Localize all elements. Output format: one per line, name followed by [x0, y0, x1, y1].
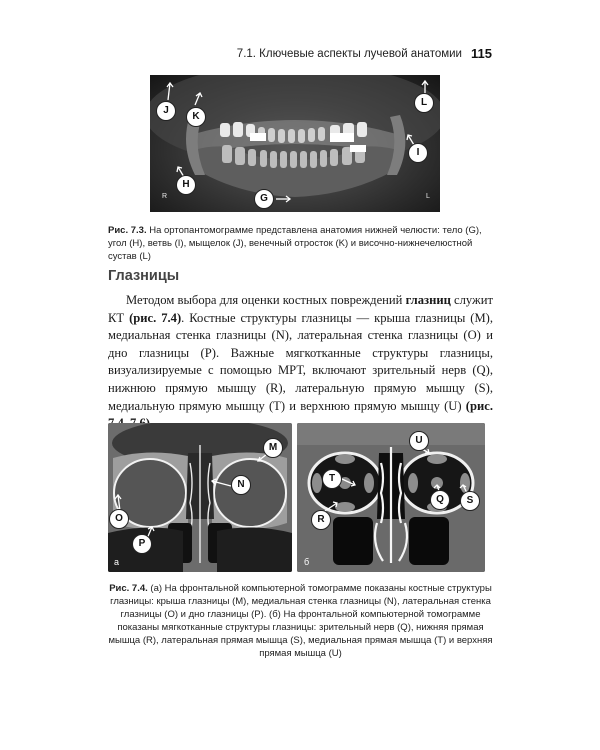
figure-7-4-caption-text: (а) На фронтальной компьютерной томограмме показаны костные структуры глазницы: крыша глазницы (M), медиальная стенка глазницы (N), латеральная стенка глазницы (O) и дно глазницы (P). (б) На фронтальной компьютерной томограмме показаны мягкотканные структуры глазницы: зрительный нерв (Q), нижняя прямая мышца (R), латеральная прямая мышца (S), медиальная прямая мышца (T) и верхняя прямая мышца (U): [108, 583, 493, 659]
paragraph-text-2: служит КТ: [108, 293, 493, 325]
ct-panel-a: [108, 423, 292, 572]
paragraph-bold-1: глазниц: [405, 293, 451, 307]
label-q: Q: [430, 490, 450, 510]
label-o: O: [109, 509, 129, 529]
label-i: I: [408, 143, 428, 163]
label-t: T: [322, 469, 342, 489]
label-n: N: [231, 475, 251, 495]
side-marker-right: R: [162, 193, 168, 200]
side-marker-left: L: [426, 193, 430, 200]
figure-7-4-caption-label: Рис. 7.4.: [109, 583, 148, 594]
label-l: L: [414, 93, 434, 113]
label-s: S: [460, 491, 480, 511]
running-header-section: 7.1. Ключевые аспекты лучевой анатомии: [236, 48, 462, 60]
paragraph-figure-ref-1: (рис. 7.4): [129, 310, 182, 325]
label-p: P: [132, 534, 152, 554]
figure-7-3-caption-text: На ортопантомограмме представлена анатомия нижней челюсти: тело (G), угол (H), ветвь (I), мыщелок (J), венечный отросток (K) и височно-нижнечелюстной сустав (L): [108, 225, 482, 262]
label-j: J: [156, 101, 176, 121]
figure-7-3-caption: [108, 224, 493, 263]
label-u: U: [409, 431, 429, 451]
label-r: R: [311, 510, 331, 530]
section-heading: Глазницы: [108, 268, 180, 284]
label-h: H: [176, 175, 196, 195]
figure-7-3-caption-label: Рис. 7.3.: [108, 225, 147, 236]
figure-7-4-caption: [108, 582, 493, 660]
panel-a-letter: а: [114, 557, 120, 567]
paragraph-text-3: . Костные структуры глазницы — крыша глазницы (M), медиальная стенка глазницы (N), латеральная стенка глазницы (O) и дно глазницы (P). Важные мягкотканные структуры глазницы, визуализируемые с помощью МРТ, включают зрительный нерв (Q), нижнюю прямую мышцу (R), латеральную прямую мышцу (S), медиальную прямую мышцу (T) и верхнюю прямую мышцу (U): [108, 310, 493, 413]
body-paragraph: [108, 292, 493, 433]
ct-panel-b-drawing: [297, 423, 485, 572]
running-header: [108, 46, 492, 64]
panoramic-radiograph-figure: [150, 75, 440, 212]
label-g: G: [254, 189, 274, 209]
label-m: M: [263, 438, 283, 458]
panel-b-letter: б: [304, 557, 310, 567]
label-k: K: [186, 107, 206, 127]
paragraph-text-1: Методом выбора для оценки костных повреждений: [126, 293, 406, 307]
ct-panel-b: [297, 423, 485, 572]
paragraph-figure-ref-2: (рис.: [465, 398, 493, 413]
page-number: 115: [471, 46, 492, 61]
